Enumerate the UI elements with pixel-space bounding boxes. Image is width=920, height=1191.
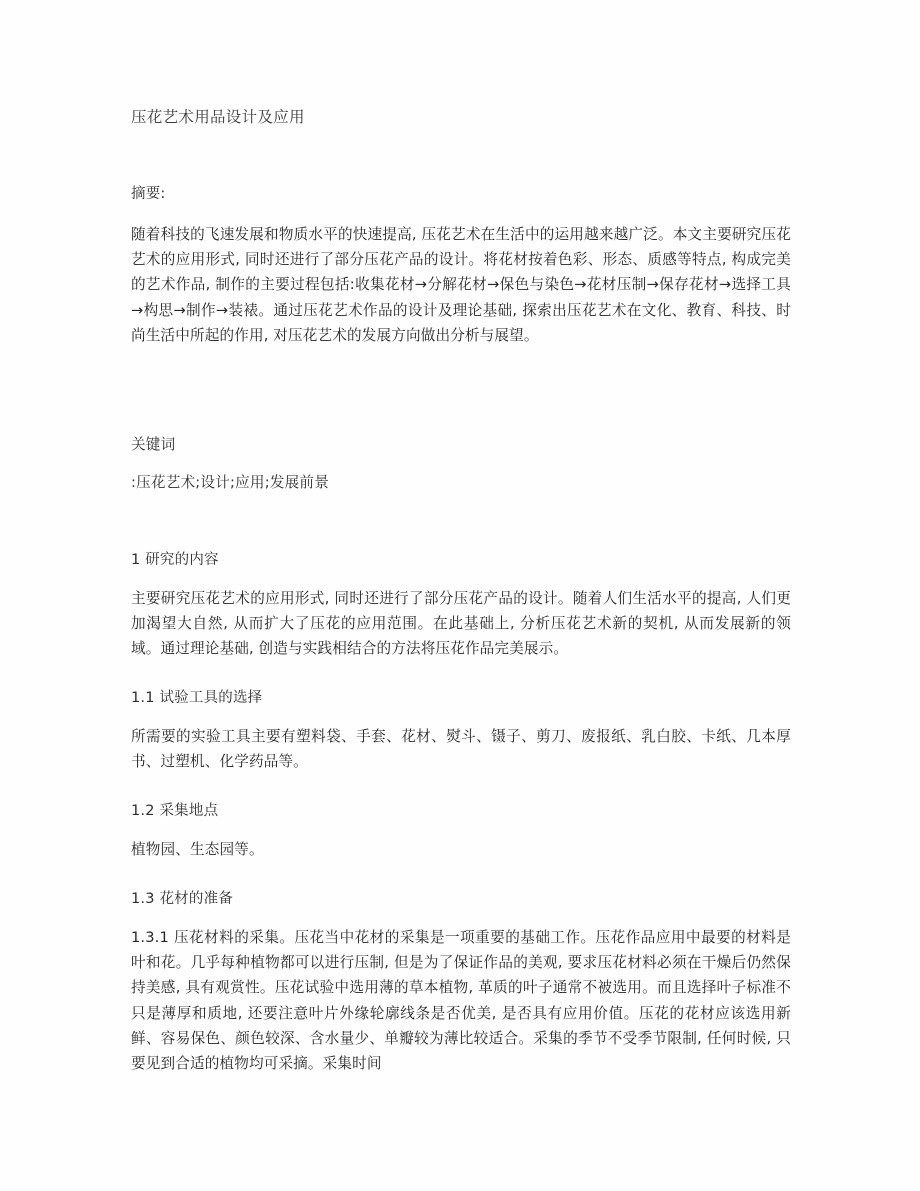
section-body-1: 主要研究压花艺术的应用形式, 同时还进行了部分压花产品的设计。随着人们生活水平的提高, 人们更加渴望大自然, 从而扩大了压花的应用范围。在此基础上, 分析压花艺术新的契机, 从而发展新的领域。通过理论基础, 创造与实践相结合的方法将压花作品完美展示。: [131, 590, 791, 658]
section-body-1-1: 所需要的实验工具主要有塑料袋、手套、花材、熨斗、镊子、剪刀、废报纸、乳白胶、卡纸、几本厚书、过塑机、化学药品等。: [131, 728, 791, 771]
section-heading-1-3: 1.3 花材的准备: [131, 891, 233, 907]
page-title: 压花艺术用品设计及应用: [131, 108, 305, 126]
section-heading-1-2: 1.2 采集地点: [131, 803, 219, 819]
section-heading-1-1: 1.1 试验工具的选择: [131, 690, 263, 706]
keywords-label: 关键词: [131, 436, 176, 453]
keywords-value: :压花艺术;设计;应用;发展前景: [131, 474, 329, 491]
abstract-label: 摘要:: [131, 186, 166, 202]
section-heading-1: 1 研究的内容: [131, 552, 219, 568]
abstract-body: 随着科技的飞速发展和物质水平的快速提高, 压花艺术在生活中的运用越来越广泛。本文主要研究压花艺术的应用形式, 同时还进行了部分压花产品的设计。将花材按着色彩、形态、质感等特点, 构成完美的艺术作品, 制作的主要过程包括:收集花材→分解花材→保色与染色→花材压制→保存花材→选择工具→构思→制作→装裱。通过压花艺术作品的设计及理论基础, 探索出压花艺术在文化、教育、科技、时尚生活中所起的作用, 对压花艺术的发展方向做出分析与展望。: [131, 226, 791, 344]
section-body-1-3: 1.3.1 压花材料的采集。压花当中花材的采集是一项重要的基础工作。压花作品应用中最要的材料是叶和花。几乎每种植物都可以进行压制, 但是为了保证作品的美观, 要求压花材料必须在干燥后仍然保持美感, 具有观赏性。压花试验中选用薄的草本植物, 革质的叶子通常不被选用。而且选择叶子标准不只是薄厚和质地, 还要注意叶片外缘轮廓线条是否优美, 是否具有应用价值。压花的花材应该选用新鲜、容易保色、颜色较深、含水量少、单瓣较为薄比较适合。采集的季节不受季节限制, 任何时候, 只要见到合适的植物均可采摘。采集时间: [131, 929, 791, 1073]
section-body-1-2: 植物园、生态园等。: [131, 841, 264, 858]
